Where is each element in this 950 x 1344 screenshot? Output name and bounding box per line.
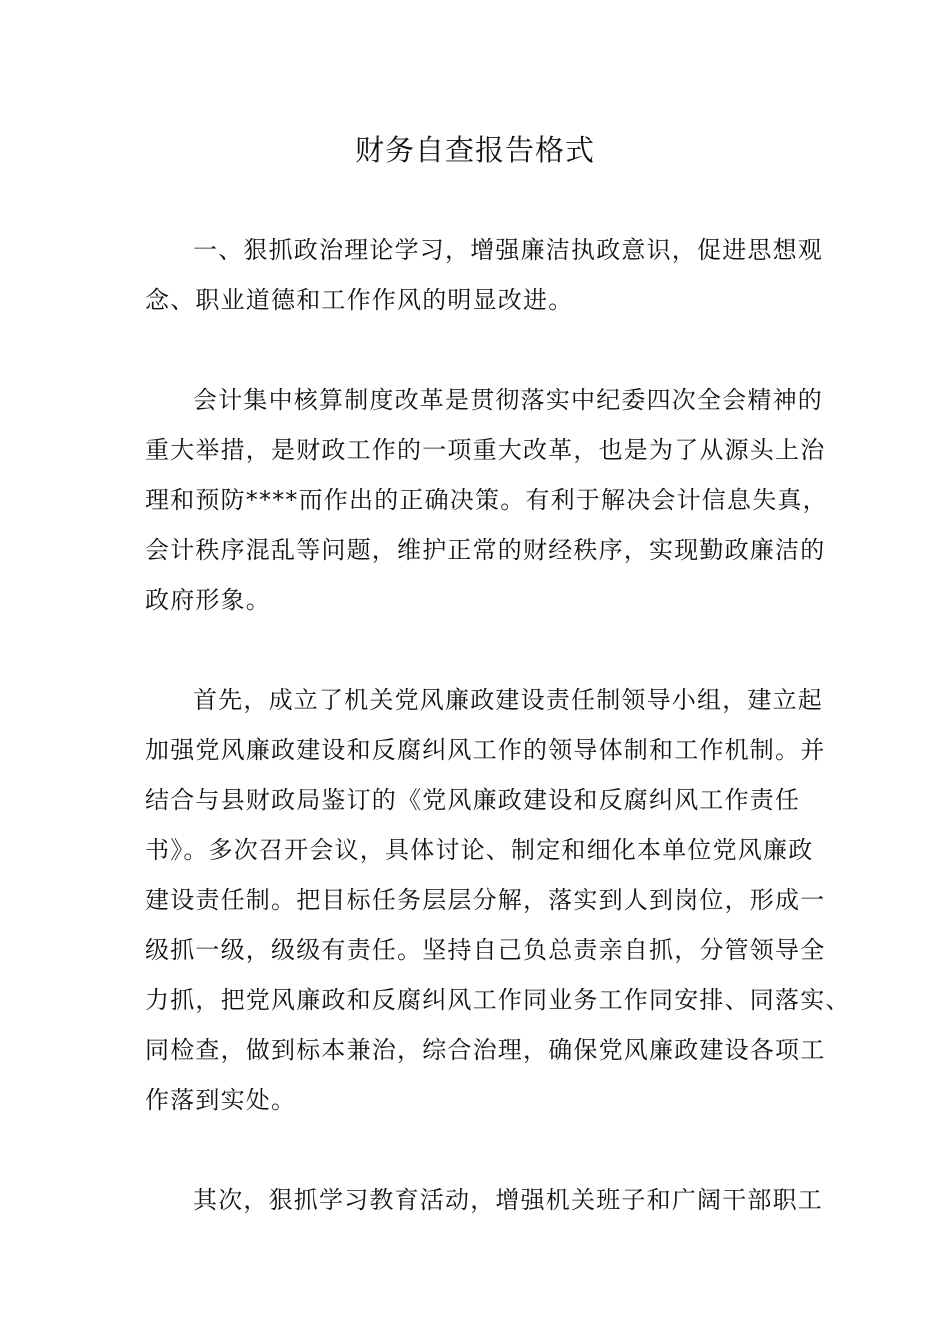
paragraph-2-line-1: 会计集中核算制度改革是贯彻落实中纪委四次全会精神的 [193, 386, 823, 414]
paragraph-2-line-2: 重大举措，是财政工作的一项重大改革，也是为了从源头上治 [145, 436, 826, 464]
paragraph-3-line-7: 力抓，把党风廉政和反腐纠风工作同业务工作同安排、同落实、 [145, 986, 851, 1014]
paragraph-1-line-1: 一、狠抓政治理论学习，增强廉洁执政意识，促进思想观 [193, 236, 823, 264]
document-title: 财务自查报告格式 [354, 133, 595, 167]
paragraph-3-line-5: 建设责任制。把目标任务层层分解，落实到人到岗位，形成一 [145, 886, 826, 914]
paragraph-3-line-9: 作落到实处。 [145, 1086, 297, 1114]
paragraph-2-line-3: 理和预防****而作出的正确决策。有利于解决会计信息失真， [145, 486, 828, 514]
paragraph-2-line-5: 政府形象。 [145, 586, 271, 614]
paragraph-3-line-2: 加强党风廉政建设和反腐纠风工作的领导体制和工作机制。并 [145, 736, 826, 764]
paragraph-3-line-1: 首先，成立了机关党风廉政建设责任制领导小组，建立起 [193, 686, 823, 714]
paragraph-1-line-2: 念、职业道德和工作作风的明显改进。 [145, 286, 574, 314]
paragraph-2-line-4: 会计秩序混乱等问题，维护正常的财经秩序，实现勤政廉洁的 [145, 536, 826, 564]
paragraph-3-line-4: 书》。多次召开会议，具体讨论、制定和细化本单位党风廉政 [145, 836, 814, 864]
paragraph-3-line-8: 同检查，做到标本兼治，综合治理，确保党风廉政建设各项工 [145, 1036, 826, 1064]
paragraph-3-line-6: 级抓一级，级级有责任。坚持自己负总责亲自抓，分管领导全 [145, 936, 826, 964]
paragraph-4-line-1: 其次，狠抓学习教育活动，增强机关班子和广阔干部职工 [193, 1186, 823, 1214]
paragraph-3-line-3: 结合与县财政局鉴订的《党风廉政建设和反腐纠风工作责任 [145, 786, 801, 814]
